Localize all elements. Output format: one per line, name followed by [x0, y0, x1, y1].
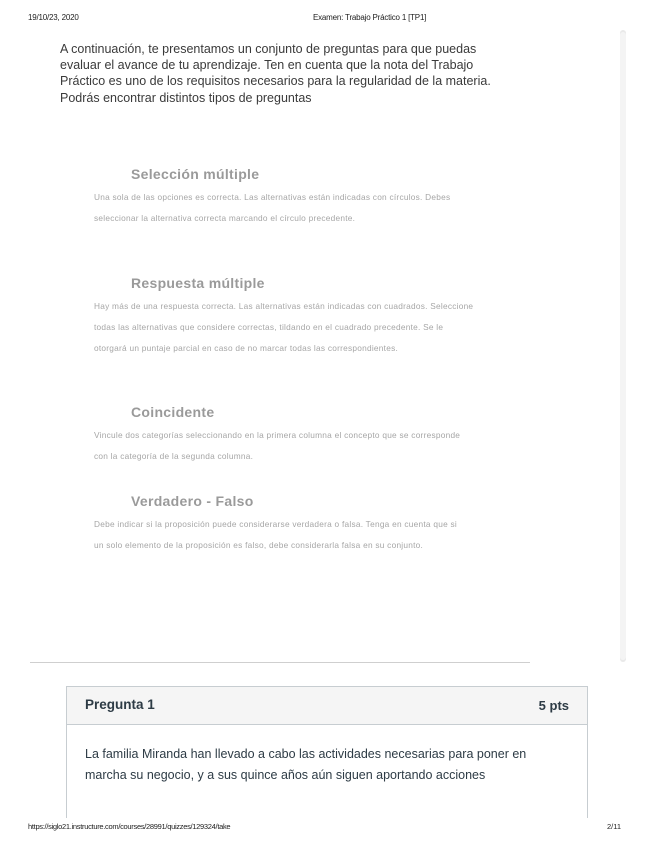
question-type-multiple-answer — [94, 274, 474, 359]
print-header — [0, 13, 655, 27]
question-text: La familia Miranda han llevado a cabo las actividades necesarias para poner en marcha su negocio, y a sus quince años aún siguen aportando acciones — [85, 747, 527, 782]
question-type-title: Selección múltiple — [131, 166, 260, 182]
question-type-title: Coincidente — [131, 404, 215, 420]
question-type-title: Verdadero - Falso — [131, 493, 254, 509]
print-footer — [0, 822, 655, 836]
question-title: Pregunta 1 — [85, 697, 155, 712]
section-divider — [30, 662, 530, 663]
frame-scrollbar[interactable] — [620, 30, 626, 662]
print-page-title: Examen: Trabajo Práctico 1 [TP1] — [313, 13, 427, 22]
question-type-title: Respuesta múltiple — [131, 275, 265, 291]
question-type-matching — [94, 403, 474, 467]
print-date: 19/10/23, 2020 — [28, 13, 79, 22]
question-type-description: Una sola de las opciones es correcta. Las alternativas están indicadas con círculos. Debes seleccionar la alternativa correcta marcando el círculo precedente. — [94, 192, 451, 223]
quiz-instructions-frame — [30, 30, 618, 662]
print-page-number: 2/11 — [607, 822, 622, 831]
question-type-description: Debe indicar si la proposición puede considerarse verdadera o falsa. Tenga en cuenta que si un solo elemento de la proposición es falso, debe considerarla falsa en su conjunto. — [94, 519, 457, 550]
question-type-true-false — [94, 492, 474, 556]
question-type-description: Hay más de una respuesta correcta. Las alternativas están indicadas con cuadrados. Seleccione todas las alternativas que considere correctas, tildando en el cuadrado precedente. Se le otorgará un puntaje parcial en caso de no marcar todas las correspondientes. — [94, 301, 474, 353]
question-points: 5 pts — [538, 698, 569, 713]
question-card — [66, 686, 588, 818]
intro-text: A continuación, te presentamos un conjunto de preguntas para que puedas evaluar el avance de tu aprendizaje. Ten en cuenta que la nota del Trabajo Práctico es uno de los requisitos necesarios para la regularidad de la materia. Podrás encontrar distintos tipos de preguntas — [60, 42, 491, 105]
question-type-multiple-choice — [94, 165, 474, 229]
print-url: https://siglo21.instructure.com/courses/28991/quizzes/129324/take — [28, 822, 231, 831]
frame-scrollbar-thumb[interactable] — [620, 32, 626, 660]
question-type-description: Vincule dos categorías seleccionando en la primera columna el concepto que se corresponde con la categoría de la segunda columna. — [94, 430, 461, 461]
question-header — [67, 687, 587, 725]
